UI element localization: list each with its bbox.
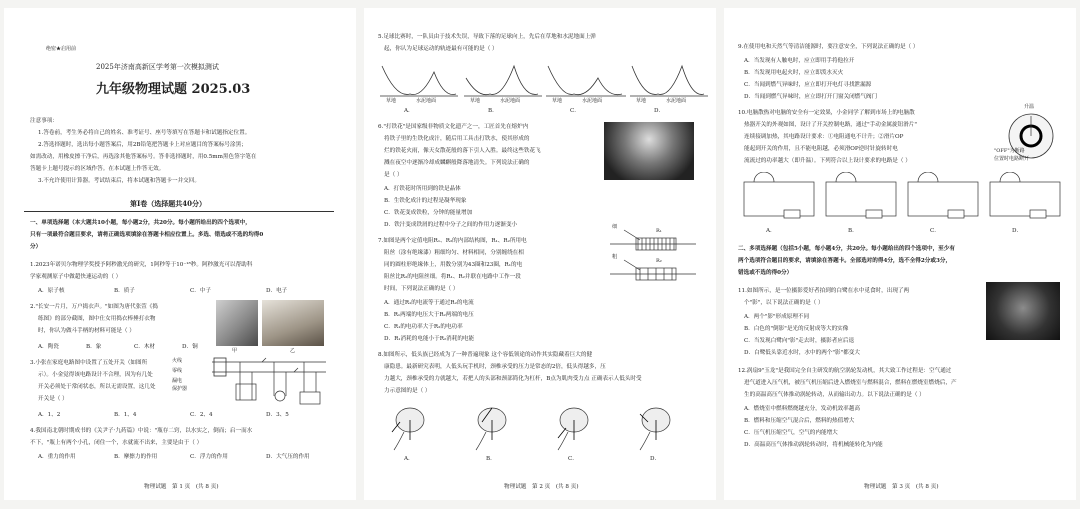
question-10: 热器开关的外观如图，设计了开关控制电路，通过"手动金属旋钮滑片" [744, 122, 917, 128]
option-letter: B． [848, 228, 858, 234]
ground-label: 水泥地面 [416, 98, 437, 104]
option: C．当闻到燃气异味时，应立即打开电灯寻找泄漏源 [744, 82, 872, 88]
question-7: 同的圆柱形绝缘体上，用数分别为43圈和23圈，R₁的电 [384, 262, 523, 268]
section-heading: 错选或不选的得0分） [738, 270, 793, 276]
question-4: 4.我国南北朝时期成书的《关尹子·九药篇》中说："瓶存二窍，以水实之，倒而；启一而水 [30, 428, 253, 434]
circuit-label: 零线 [172, 368, 183, 374]
note-line: 1.答卷前，考生务必将自己的姓名、准考证号、座号等填写在答题卡和试题指定位置。 [38, 130, 251, 136]
knob-label: 升温 [1024, 104, 1035, 110]
option: B．白色的"倒影"是光的反射成等大的实像 [744, 326, 849, 332]
question-7: 阻丝（涂有绝缘漆）粗细均匀、材料相同，分别缠绕在相 [384, 250, 524, 256]
part-title: 第Ⅰ卷（选择题共40分） [130, 199, 207, 208]
option: A．打铁花时所用到的铁是晶体 [384, 186, 461, 192]
question-12: 12.涡扇9"玉龙"是我国完全自主研发的航空涡轮发动机，其大致工作过程是：空气通过 [738, 368, 952, 374]
option: A．两个"影"形成原理不同 [744, 314, 810, 320]
painting-figure-b [262, 300, 324, 346]
wire-label: 粗 [612, 254, 618, 260]
circuit-label: 保护器 [172, 386, 188, 392]
question-3: 示）。小金觉得该电路设计不合理，因为有几处 [38, 372, 153, 378]
question-6: 是（ ） [384, 172, 403, 178]
knob-label: "OFF"为断路 [994, 148, 1025, 154]
option: A．当发现有人触电时，应立即用手将他拉开 [744, 58, 855, 64]
option: A．通过R₁的电流等于通过R₂的电流 [384, 300, 474, 306]
question-1: 学家观测原子中做超快速运动的（ ） [30, 274, 122, 280]
question-10: 连续接调加热，其电路设计要求：①电阻通电不计升；②滑片OP [744, 134, 904, 140]
option: C．R₁的电功率大于R₂的电功率 [384, 324, 463, 330]
option: D．当闻到燃气异味时，应立即打开门窗关闭燃气阀门 [744, 94, 878, 100]
knob-label: 位置时电路断开 [994, 156, 1030, 162]
option: A．重力的作用 [38, 454, 76, 460]
option-letter: B． [486, 456, 496, 462]
option: D．铁汁变成铁屑的过程中分子之间的作用力逐渐变小 [384, 222, 518, 228]
secret-label: 绝密★启用前 [46, 46, 77, 52]
neck-lever-options [380, 400, 706, 452]
question-6: 6."打铁花"是国家级非物质文化遗产之一，工匠首先在熔炉内 [378, 124, 529, 130]
note-line: 2.答选择题时，选出每小题答案后，用2B铅笔把答题卡上对应题目的答案标号涂黑； [38, 142, 247, 148]
option-letter: D． [1012, 228, 1023, 234]
question-5: 5.足球比赛时，一队员由于技术失误，导致下落的足球向上，先后在草地和水泥地面上弹 [378, 34, 596, 40]
section-heading: 一、单项选择题（本大题共10小题，每小题2分，共20分。每小题所给出的四个选项中， [30, 220, 251, 226]
resistor-label: R₂ [656, 258, 662, 264]
question-5: 起，你认为足球运动的轨迹最有可能的是（ ） [384, 46, 498, 52]
question-11: 个"影"，以下说法正确的是（ ） [744, 300, 824, 306]
option: B．燃料和压缩空气混合后，燃料的热值增大 [744, 418, 855, 424]
question-9: 9.在使用电和天然气等清洁能源时，要注意安全，下列说法正确的是（ ） [738, 44, 919, 50]
option: C．当发现白鹭向"影"走去时，摄影者应后退 [744, 338, 855, 344]
note-line: 答题卡上题号提示的区域作答。在本试题上作答无效。 [30, 166, 165, 172]
option: D．大气压的作用 [266, 454, 310, 460]
option: D．高温高压气体推动涡轮转动时，将机械能转化为内能 [744, 442, 883, 448]
painting-figure-a [216, 300, 258, 346]
ground-label: 草地 [386, 98, 397, 104]
question-8: 力示意图的是（ ） [384, 388, 431, 394]
page-footer: 物理试题 第 3 页 (共 8 页) [864, 484, 939, 490]
option-letter: D． [654, 108, 665, 114]
question-7: 时间，下列说法正确的是（ ） [384, 286, 459, 292]
section-heading: 二、多项选择题（包括5小题，每小题4分，共20分。每小题给出的四个选项中，至少有 [738, 246, 955, 252]
household-circuit-diagram [190, 356, 330, 412]
question-8: 力越大，颈椎承受的力就越大，若把人的头部和颈部简化为杠杆，B点为肌肉受力点 正确表示人低头时受 [384, 376, 642, 382]
option: D．白鹭低头靠近水时，水中的两个"影"都变大 [744, 350, 860, 356]
page-3 [724, 8, 1076, 500]
question-10: 能起到开关的作用，且不能电阻越，必须滑OP逆时针旋转时电 [744, 146, 898, 152]
question-2: 2."长安一片月，万户捣衣声。"如图为唐代张萱《捣 [30, 304, 158, 310]
option: B．R₁两端的电压大于R₂两端的电压 [384, 312, 474, 318]
page-1 [4, 8, 356, 500]
option-letter: A． [404, 456, 414, 462]
question-6: 溅在夜空中逐渐冷却成麟麒般降落地清失。下列说法正确的 [384, 160, 530, 166]
option: D．R₁消耗的电能小于R₂消耗的电能 [384, 336, 475, 342]
option: C．压气机压缩空气，空气的内能增大 [744, 430, 838, 436]
option: B．生铁化成汁的过程是凝华现象 [384, 198, 467, 204]
ground-label: 草地 [636, 98, 647, 104]
question-12: 进气道进入压气机，被压气机压缩后进入燃烧室与燃料混合，燃料在燃烧室燃烧后，产 [744, 380, 957, 386]
option: C．2、4 [190, 412, 213, 418]
question-2: 练图》的部分截图，图中仕女用捣衣棒捶打衣物 [38, 316, 156, 322]
option-letter: C． [570, 108, 580, 114]
question-3: 开关是（ ） [38, 396, 68, 402]
option: B．象 [86, 344, 102, 350]
circuit-label: 漏电 [172, 378, 183, 384]
ground-label: 水泥地面 [666, 98, 687, 104]
note-line: 如需改动，用橡皮擦干净后，再选涂其他答案标号。答非选择题时，用0.5mm黑色签字笔在 [30, 154, 257, 160]
question-3: 3.小张在家庭电路图中设置了五处开关（如图所 [30, 360, 148, 366]
question-12: 生的高温高压气体推动涡轮转动，从而输出动力。以下说法正确的是（ ） [744, 392, 925, 398]
option: A．陶瓷 [38, 344, 59, 350]
ground-label: 水泥地面 [500, 98, 521, 104]
cooler-circuit-options [740, 172, 1066, 224]
question-8: 8.如图所示，低头族已经成为了一种普遍现象 这个容低领途的动作其实隐藏着巨大的健 [378, 352, 593, 358]
figure-label: 乙 [290, 348, 296, 354]
note-line: 3.不允许使用计算器。考试结束后，将本试题和答题卡一并交回。 [38, 178, 200, 184]
page-2 [364, 8, 716, 500]
iron-flower-photo [604, 122, 694, 180]
option-letter: B． [488, 108, 498, 114]
question-6: 烂的铁花火雨，像天女散花般的落下引人入胜。最终这些铁花飞 [384, 148, 541, 154]
option-letter: D． [650, 456, 661, 462]
exam-name: 2025年济南高新区学考第一次模拟测试 [96, 63, 219, 71]
option: A．燃烧室中燃料燃烧越充分，发动机效率越高 [744, 406, 860, 412]
option: A．1、2 [38, 412, 61, 418]
wire-label: 细 [612, 224, 618, 230]
option: B．质子 [114, 288, 135, 294]
question-8: 康隐患。最新研究表明，人低头玩手机时，颈椎承受的压力是常态的2倍，低头得越多，压 [384, 364, 606, 370]
figure-label: 甲 [232, 348, 238, 354]
question-10: 10.电脑散热对电脑的安全有一定效果，小金同学了解到市场上的电脑散 [738, 110, 915, 116]
resistor-label: R₁ [656, 228, 662, 234]
question-2: 时，你认为做斗手柄的材料可能是（ ） [38, 328, 135, 334]
notes-heading: 注意事项： [30, 118, 58, 124]
question-7: 7.如图是两个定值电阻R₁、R₂的内部结构图，R₁、R₂所用电 [378, 238, 527, 244]
option-letter: A． [766, 228, 776, 234]
option: B．当发现用电起火时，应立即泼水灭火 [744, 70, 844, 76]
section-heading: 只有一项最符合题目要求，请将正确选项填涂在答题卡相应位置上。多选、错选或不选的均得0 [30, 232, 264, 238]
circuit-label: 火线 [172, 358, 183, 364]
question-7: 阻丝比R₂的电阻丝细。将R₁、R₂并联在电路中工作一段 [384, 274, 521, 280]
question-4: 不下，"瓶上有两个小孔，闭住一个，水就流不出来，主要是由于（ ） [30, 440, 203, 446]
question-10: 流流过的功率越大（即升温）。下列符合以上设计要求的电路是（ ） [744, 158, 911, 164]
option: B．1、4 [114, 412, 137, 418]
section-heading: 分） [30, 244, 42, 250]
question-3: 开关必须处于常闭状态，所以无需设置，这几处 [38, 384, 156, 390]
question-11: 11.如图所示，是一位摄影爱好者拍到的白鹭在水中觅食时，出现了两 [738, 288, 910, 294]
egret-photo [986, 282, 1060, 340]
option: C．浮力的作用 [190, 454, 228, 460]
option: B．摩擦力的作用 [114, 454, 158, 460]
option-letter: C． [568, 456, 578, 462]
section-heading: 两个选项符合题目的要求，请填涂在答题卡。全部选对的得4分，选不全得2分或3分， [738, 258, 952, 264]
option: C．中子 [190, 288, 212, 294]
option: A．原子核 [38, 288, 65, 294]
question-6: 将铁子里的生铁化成汁，随后用工具击打铁水，使其形成的 [384, 136, 530, 142]
option: D．电子 [266, 288, 288, 294]
page-title: 九年级物理试题 2025.03 [96, 82, 251, 97]
option: C．铁花变成铁粒，分钟的能量增加 [384, 210, 473, 216]
option-letter: A． [404, 108, 414, 114]
option-letter: C． [930, 228, 940, 234]
question-1: 1.2023年诺贝尔物理学奖授予阿秒激光的研究，1阿秒等于10⁻¹⁸秒。阿秒激光可以帮助科 [30, 262, 253, 268]
option: C．木材 [134, 344, 156, 350]
ground-label: 水泥地面 [582, 98, 603, 104]
ground-label: 草地 [470, 98, 481, 104]
page-footer: 物理试题 第 1 页 (共 8 页) [144, 484, 219, 490]
page-footer: 物理试题 第 2 页 (共 8 页) [504, 484, 579, 490]
option: D．3、5 [266, 412, 289, 418]
ground-label: 草地 [552, 98, 563, 104]
option: D．铜 [182, 344, 198, 350]
